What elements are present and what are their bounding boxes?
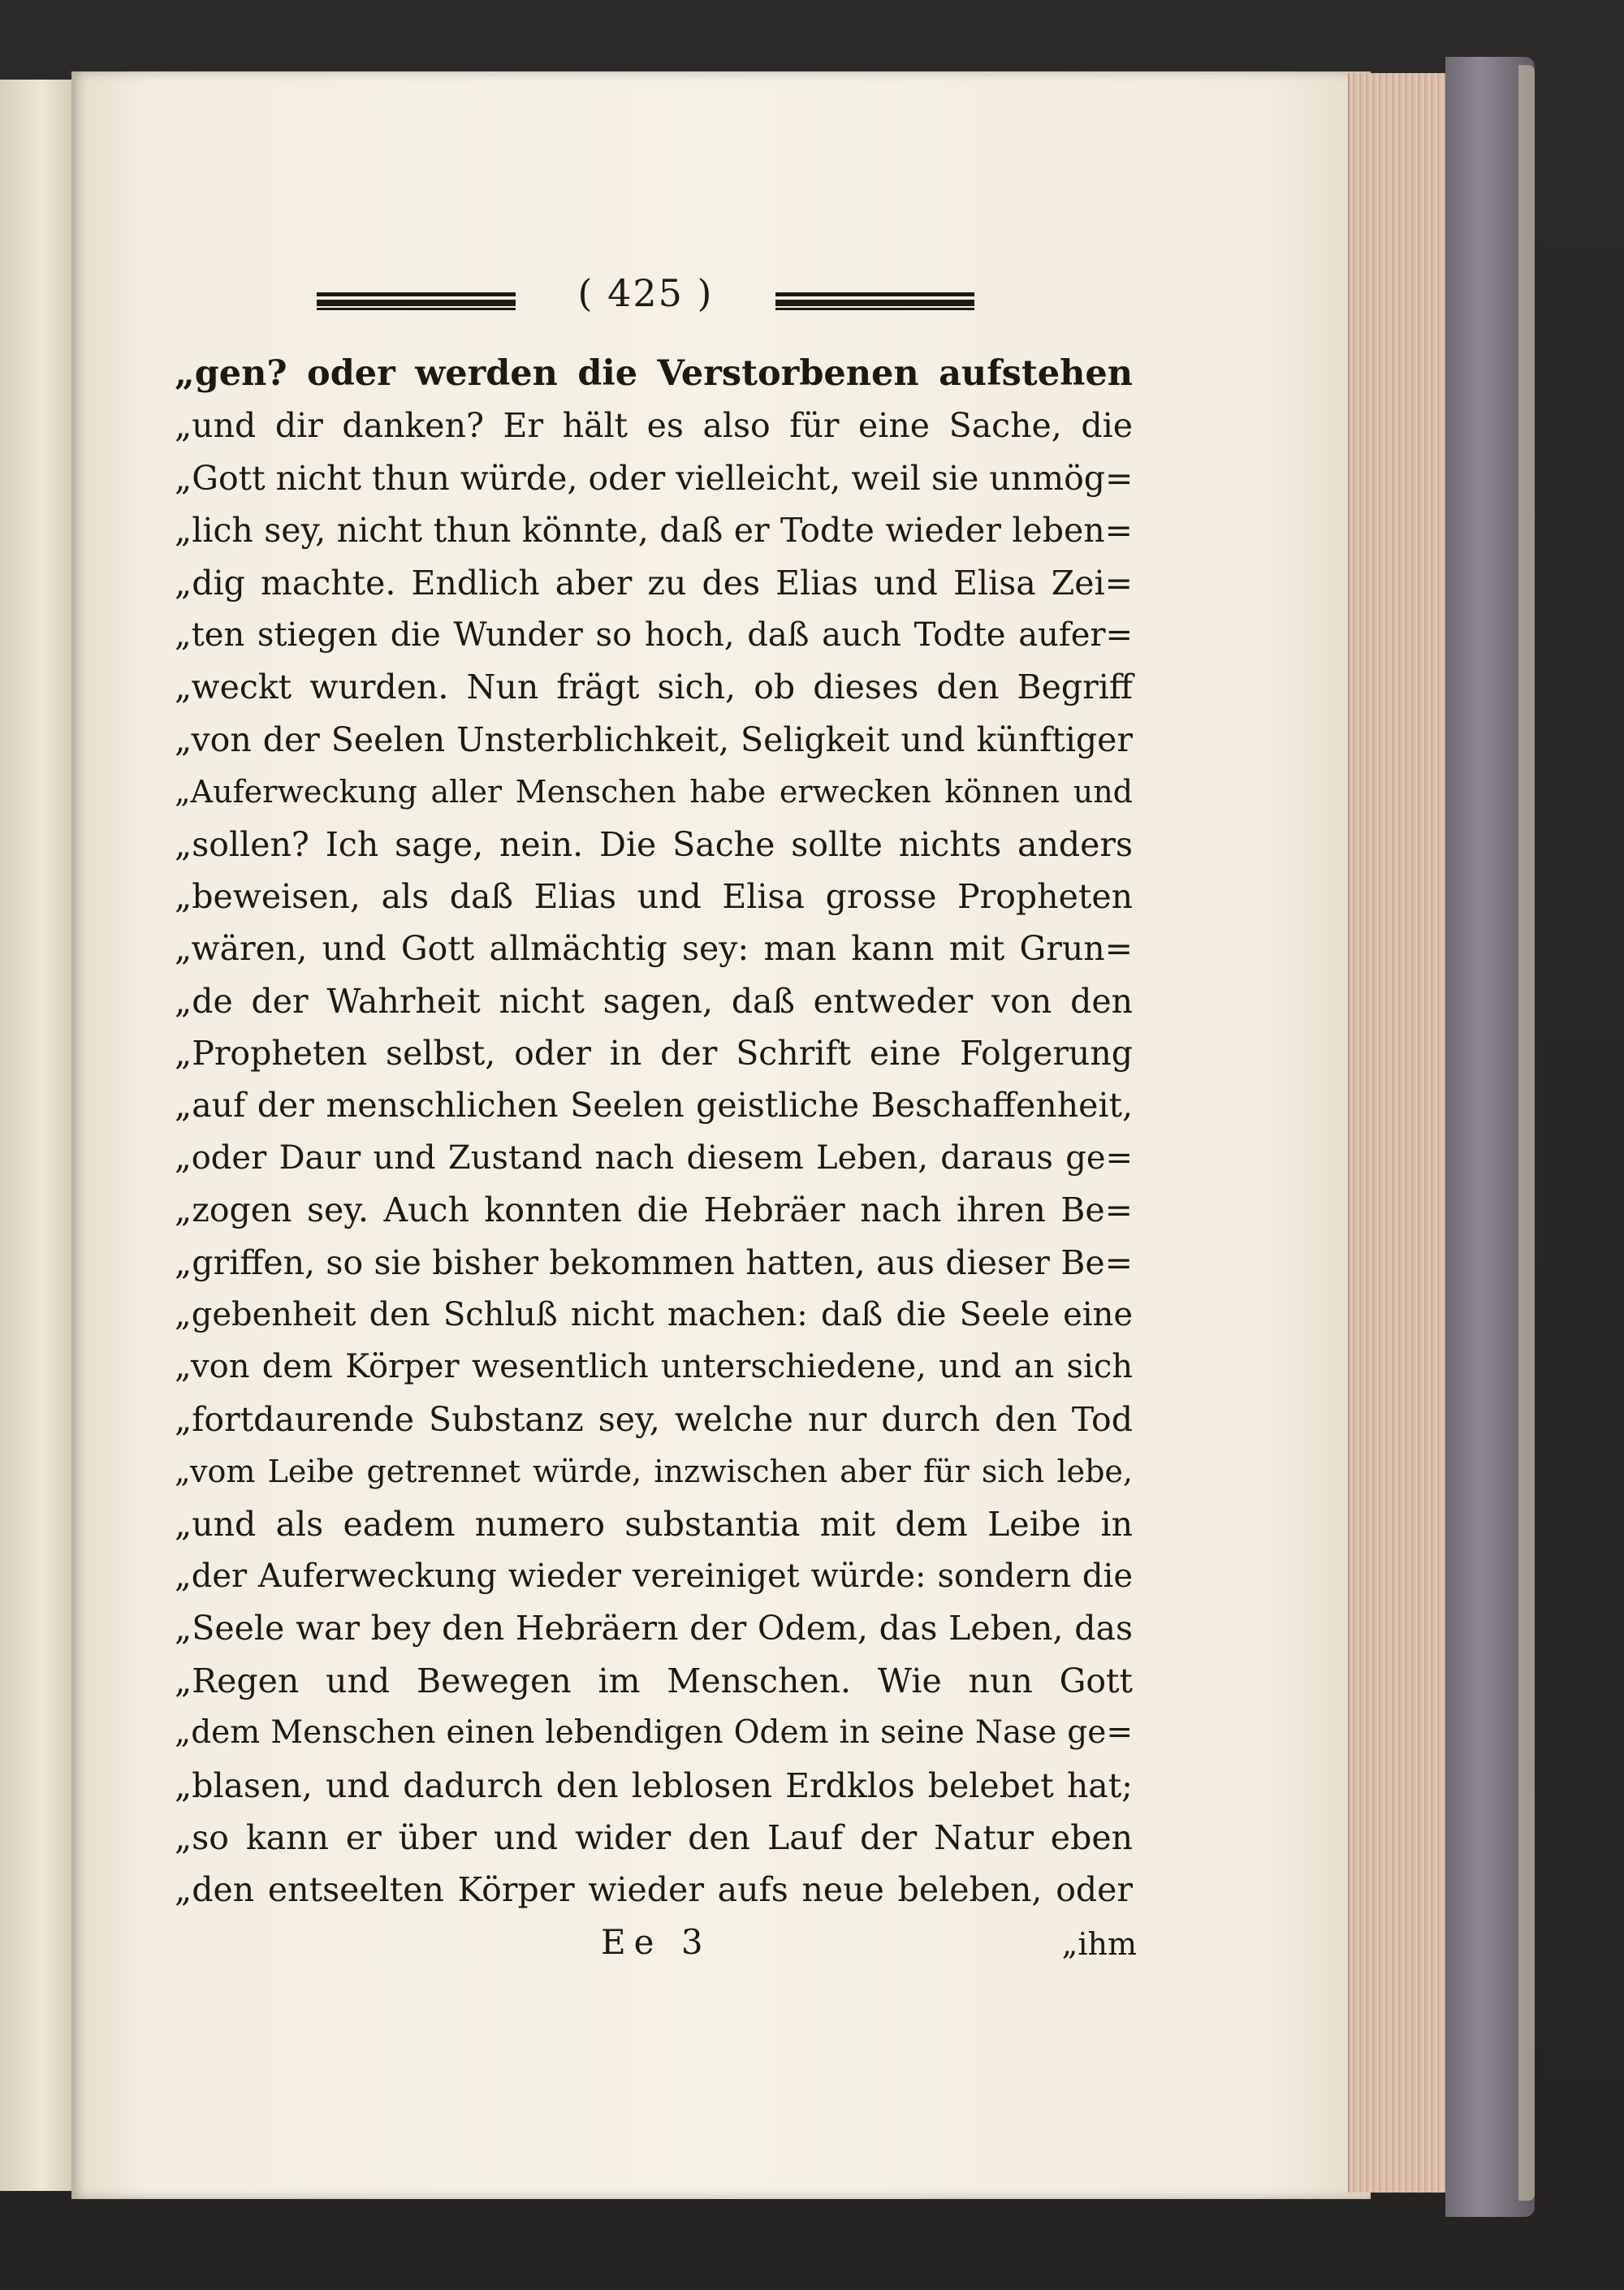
text-line: „dem Menschen einen lebendigen Odem in seine Nase ge= [175,1714,1133,1752]
text-line: „Seele war bey den Hebräern der Odem, das Leben, das [175,1609,1133,1648]
printer-signature: Ee 3 [601,1922,711,1962]
text-line: „fortdaurende Substanz sey, welche nur durch den Tod [175,1399,1133,1439]
text-line: „und als eadem numero substantia mit dem Leibe in [175,1504,1133,1544]
text-line: „blasen, und dadurch den leblosen Erdklos belebet hat; [175,1765,1133,1805]
text-line: „Propheten selbst, oder in der Schrift eine Folgerung [175,1034,1133,1074]
text-line: „beweisen, als daß Elias und Elisa grosse Propheten [175,876,1133,916]
text-line: „ten stiegen die Wunder so hoch, daß auch Todte aufer= [175,616,1133,654]
text-line: „Regen und Bewegen im Menschen. Wie nun Gott [175,1661,1133,1700]
text-line: „Auferweckung aller Menschen habe erwecken können und [175,774,1133,810]
page-text [175,348,1133,1916]
header-rule-right [775,292,974,310]
text-line: „oder Daur und Zustand nach diesem Leben, daraus ge= [175,1139,1133,1177]
text-line: „vom Leibe getrennet würde, inzwischen aber für sich lebe, [175,1454,1133,1490]
text-line: „von dem Körper wesentlich unterschiedene, und an sich [175,1348,1133,1386]
text-line: „der Auferweckung wieder vereiniget würde: sondern die [175,1557,1133,1595]
text-line: „zogen sey. Auch konnten die Hebräer nach ihren Be= [175,1190,1133,1230]
text-line: „lich sey, nicht thun könnte, daß er Todte wieder leben= [175,511,1133,551]
text-line: „so kann er über und wider den Lauf der Natur eben [175,1817,1133,1857]
text-line: „gebenheit den Schluß nicht machen: daß die Seele eine [175,1296,1133,1334]
page-header [317,268,974,333]
text-line: „den entseelten Körper wieder aufs neue beleben, oder [175,1870,1133,1910]
header-rule-left [317,292,516,310]
text-line: „de der Wahrheit nicht sagen, daß entweder von den [175,981,1133,1021]
text-line: „und dir danken? Er hält es also für eine Sache, die [175,406,1133,446]
book-cover-edge [1518,65,1535,2201]
text-line: „gen? oder werden die Verstorbenen aufstehen [175,353,1133,394]
text-line: „Gott nicht thun würde, oder vielleicht, weil sie unmög= [175,458,1134,498]
text-line: „sollen? Ich sage, nein. Die Sache sollte nichts anders [175,824,1133,864]
catchword: „ihm [1061,1926,1137,1962]
text-line: „griffen, so sie bisher bekommen hatten, aus dieser Be= [175,1242,1133,1282]
page-edges [1348,73,1447,2193]
page-number: ( 425 ) [577,271,714,315]
facing-page-edge [0,80,74,2191]
text-line: „von der Seelen Unsterblichkeit, Seligkeit und künftiger [175,719,1133,759]
text-line: „weckt wurden. Nun frägt sich, ob dieses den Begriff [175,668,1133,707]
text-line: „wären, und Gott allmächtig sey: man kann mit Grun= [175,929,1133,969]
text-line: „dig machte. Endlich aber zu des Elias und Elisa Zei= [175,563,1133,603]
text-line: „auf der menschlichen Seelen geistliche Beschaffenheit, [175,1086,1133,1126]
